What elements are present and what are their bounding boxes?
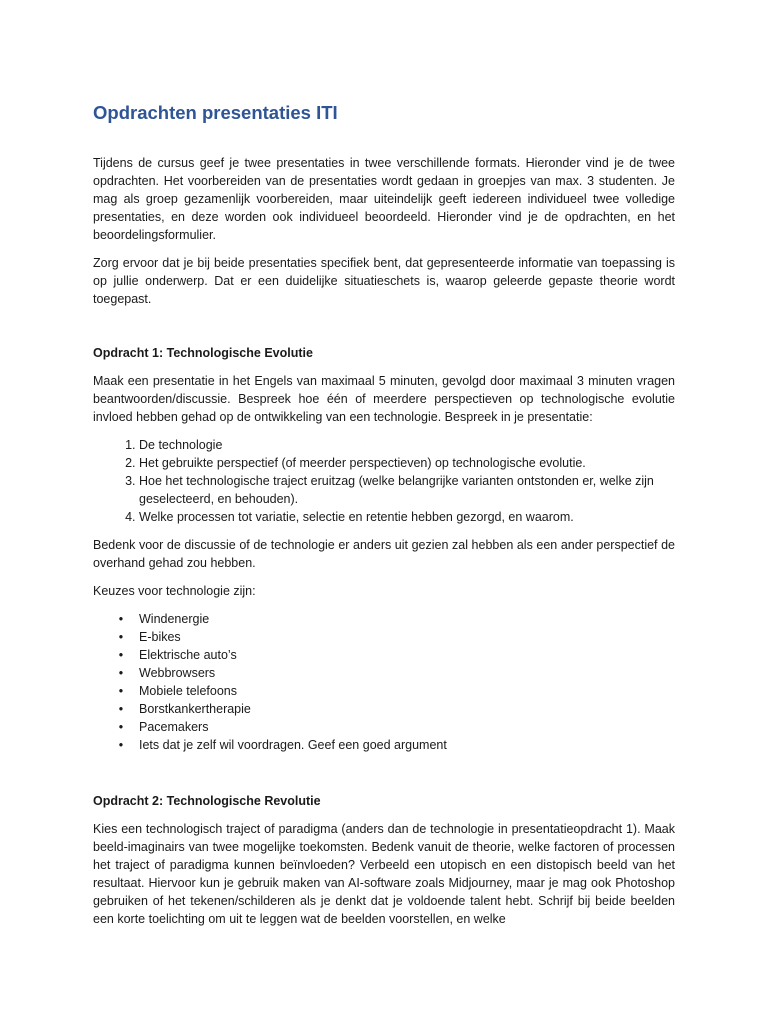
bullet-icon: • — [118, 702, 124, 716]
list-item: 4. Welke processen tot variatie, selectie en retentie hebben gezorgd, en waarom. — [139, 508, 675, 526]
opdracht1-discussion-note: Bedenk voor de discussie of de technologie er anders uit gezien zal hebben als een ander perspectief de overhand gehad zou hebben. — [93, 538, 675, 570]
choice-label: Borstkankertherapie — [139, 702, 251, 716]
technology-choices-list — [93, 610, 675, 754]
list-item — [118, 718, 675, 736]
list-item — [118, 682, 675, 700]
opdracht2-heading: Opdracht 2: Technologische Revolutie — [93, 794, 321, 808]
opdracht2-description: Kies een technologisch traject of paradigma (anders dan de technologie in presentatieopdracht 1). Maak beeld-imaginairs van twee mogelijke toekomsten. Bedenk vanuit de theorie, welke factoren of processen het traject of paradigma kunnen beïnvloeden? Verbeeld een utopisch en een distopisch beeld van het resultaat. Hiervoor kun je gebruik maken van AI-software zoals Midjourney, maar je mag ook Photoshop gebruiken of het tekenen/schilderen als je denkt dat je voldoende talent hebt. Schrijf bij beide beelden een korte toelichting om uit te leggen wat de beelden voorstellen, en welke — [93, 822, 675, 926]
list-item — [118, 664, 675, 682]
list-item — [118, 628, 675, 646]
intro-paragraph-1: Tijdens de cursus geef je twee presentaties in twee verschillende formats. Hieronder vind je de twee opdrachten. Het voorbereiden van de presentaties wordt gedaan in groepjes van max. 3 studenten. Je mag als groep gezamenlijk voorbereiden, maar uiteindelijk geeft iedereen individueel twee volledige presentaties, en deze worden ook individueel beoordeeld. Hieronder vind je de opdrachten, en het beoordelingsformulier. — [93, 156, 675, 242]
choice-label: Iets dat je zelf wil voordragen. Geef een goed argument — [139, 738, 447, 752]
opdracht1-description: Maak een presentatie in het Engels van maximaal 5 minuten, gevolgd door maximaal 3 minuten vragen beantwoorden/discussie. Bespreek hoe één of meerdere perspectieven op technologische evolutie invloed hebben gehad op de ontwikkeling van een technologie. Bespreek in je presentatie: — [93, 374, 675, 424]
choice-label: Mobiele telefoons — [139, 684, 237, 698]
choice-label: Windenergie — [139, 612, 210, 626]
bullet-icon: • — [118, 630, 124, 644]
bullet-icon: • — [118, 684, 124, 698]
choice-label: Elektrische auto’s — [139, 648, 237, 662]
choice-label: Webbrowsers — [139, 666, 216, 680]
bullet-icon: • — [118, 666, 124, 680]
list-item: 3. Hoe het technologische traject eruitzag (welke belangrijke varianten ontstonden er, welke zijn geselecteerd, en behouden). — [139, 472, 675, 508]
page-title: Opdrachten presentaties ITI — [93, 102, 338, 123]
bullet-icon: • — [118, 612, 124, 626]
intro-paragraph-2: Zorg ervoor dat je bij beide presentaties specifiek bent, dat gepresenteerde informatie van toepassing is op jullie onderwerp. Dat er een duidelijke situatieschets is, waarop geleerde gepaste theorie wordt toegepast. — [93, 256, 675, 306]
choice-label: Pacemakers — [139, 720, 209, 734]
list-item — [118, 736, 675, 754]
list-item — [118, 700, 675, 718]
bullet-icon: • — [118, 738, 124, 752]
list-item: 1. De technologie — [139, 436, 675, 454]
choices-label: Keuzes voor technologie zijn: — [93, 584, 256, 598]
opdracht1-steps-list — [93, 436, 675, 526]
choice-label: E-bikes — [139, 630, 181, 644]
document-content — [93, 100, 675, 928]
list-item: 2. Het gebruikte perspectief (of meerder perspectieven) op technologische evolutie. — [139, 454, 675, 472]
list-item — [118, 610, 675, 628]
opdracht1-heading: Opdracht 1: Technologische Evolutie — [93, 346, 313, 360]
list-item — [118, 646, 675, 664]
bullet-icon: • — [118, 648, 124, 662]
bullet-icon: • — [118, 720, 124, 734]
